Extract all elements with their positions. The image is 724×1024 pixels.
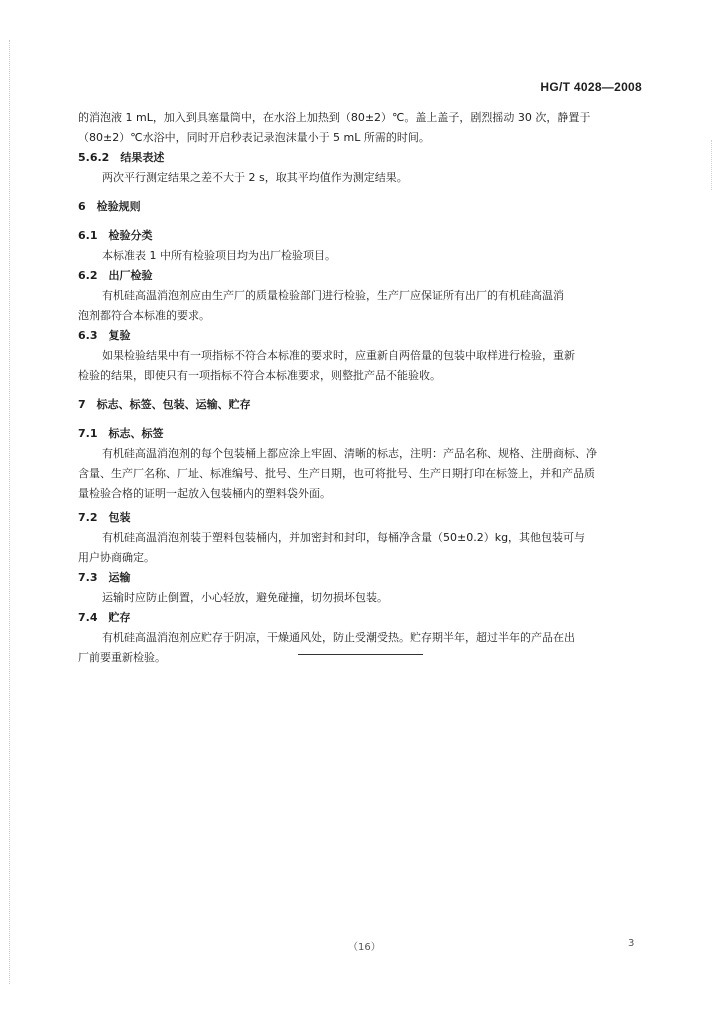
section-heading-6-3: 6.3 复验 [78,329,131,342]
paragraph-line: 运输时应防止倒置，小心轻放，避免碰撞，切勿损坏包装。 [102,591,388,604]
paragraph-line: 用户协商确定。 [78,551,155,564]
page-number-center: （16） [348,942,381,953]
paragraph-line: 有机硅高温消泡剂应由生产厂的质量检验部门进行检验，生产厂应保证所有出厂的有机硅高温消 [102,289,564,302]
section-heading-6: 6 检验规则 [78,200,141,213]
section-heading-7-4: 7.4 贮存 [78,611,131,624]
section-heading-6-1: 6.1 检验分类 [78,229,153,242]
paragraph-line: 有机硅高温消泡剂的每个包装桶上都应涂上牢固、清晰的标志，注明：产品名称、规格、注册商标、净 [102,447,597,460]
paragraph-line: 含量、生产厂名称、厂址、标准编号、批号、生产日期，也可将批号、生产日期打印在标签上，并和产品质 [78,467,595,480]
standard-code-header: HG/T 4028—2008 [540,80,642,94]
page-number-right: 3 [628,938,635,949]
section-heading-7-3: 7.3 运输 [78,571,131,584]
paragraph-line: 厂前要重新检验。 [78,651,166,664]
right-margin-mark [711,140,712,190]
document-body [78,108,644,668]
paragraph-line: 的消泡液 1 mL，加入到具塞量筒中，在水浴上加热到（80±2）℃。盖上盖子，剧烈摇动 30 次，静置于 [78,111,591,124]
paragraph-line: 检验的结果，即使只有一项指标不符合本标准要求，则整批产品不能验收。 [78,369,441,382]
section-heading-7-1: 7.1 标志、标签 [78,427,164,440]
section-heading-7-2: 7.2 包装 [78,511,131,524]
paragraph-line: 泡剂都符合本标准的要求。 [78,309,210,322]
end-of-document-rule [298,654,423,655]
paragraph-line: 如果检验结果中有一项指标不符合本标准的要求时，应重新自两倍量的包装中取样进行检验，重新 [102,349,575,362]
paragraph-line: 两次平行测定结果之差不大于 2 s，取其平均值作为测定结果。 [102,171,408,184]
paragraph-line: （80±2）℃水浴中，同时开启秒表记录泡沫量小于 5 mL 所需的时间。 [78,131,430,144]
section-heading-7: 7 标志、标签、包装、运输、贮存 [78,398,251,411]
section-heading-5-6-2: 5.6.2 结果表述 [78,151,165,164]
paragraph-line: 本标准表 1 中所有检验项目均为出厂检验项目。 [102,249,336,262]
binding-margin-marks [9,40,10,984]
section-heading-6-2: 6.2 出厂检验 [78,269,153,282]
paragraph-line: 有机硅高温消泡剂应贮存于阴凉，干燥通风处，防止受潮受热。贮存期半年，超过半年的产品在出 [102,631,575,644]
paragraph-line: 有机硅高温消泡剂装于塑料包装桶内，并加密封和封印，每桶净含量（50±0.2）kg，其他包装可与 [102,531,586,544]
paragraph-line: 量检验合格的证明一起放入包装桶内的塑料袋外面。 [78,487,331,500]
